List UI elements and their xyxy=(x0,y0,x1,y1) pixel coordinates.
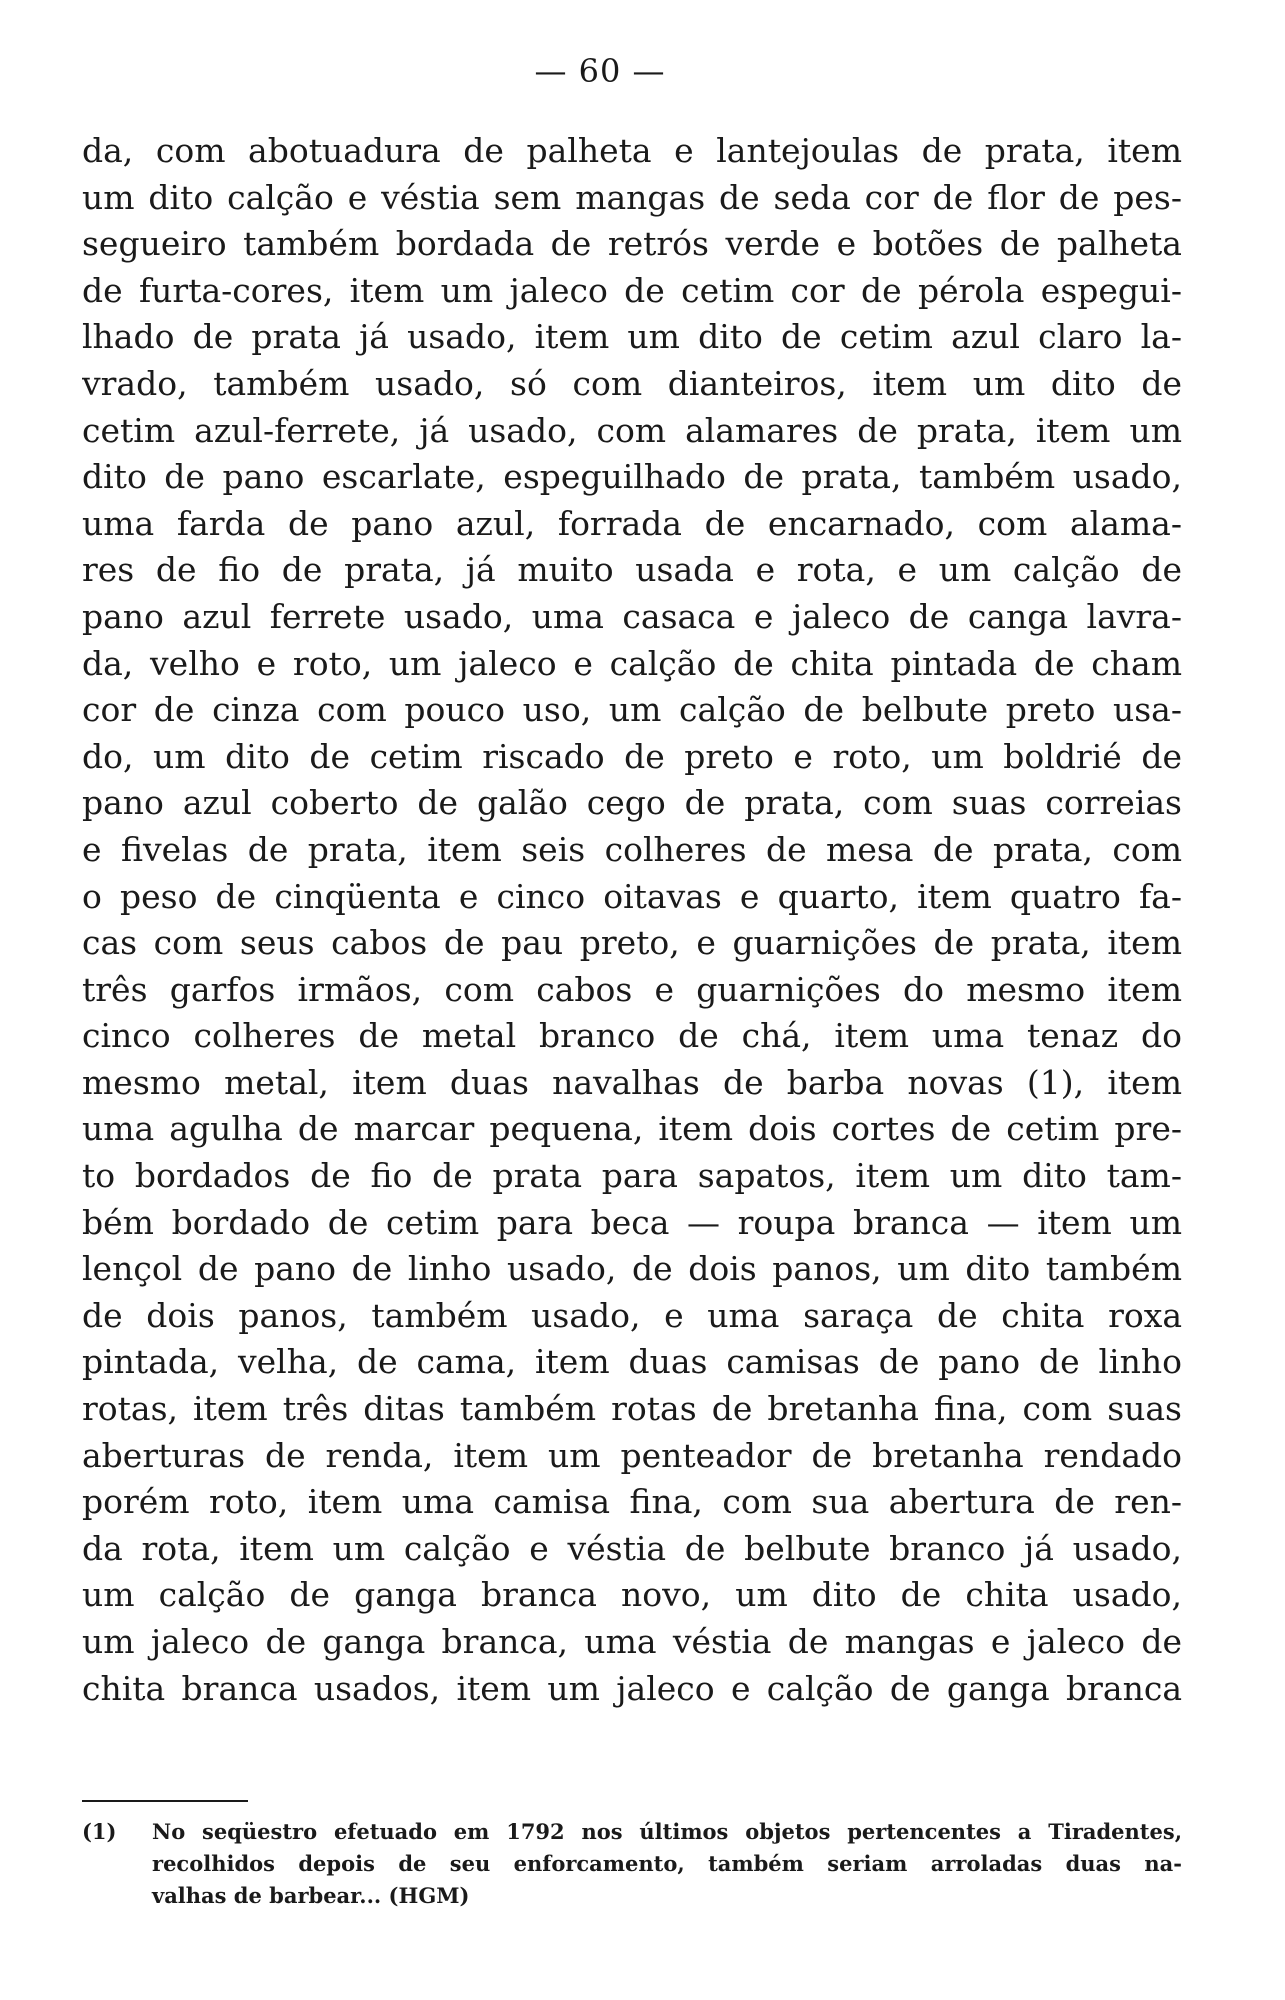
body-line: uma agulha de marcar pequena, item dois cortes de cetim pre- xyxy=(82,1109,1182,1149)
body-line: cetim azul-ferrete, já usado, com alamares de prata, item um xyxy=(82,410,1182,450)
footnote-line xyxy=(82,1848,1182,1880)
body-line: cinco colheres de metal branco de chá, item uma tenaz do xyxy=(82,1016,1182,1056)
footnote-line xyxy=(82,1880,1182,1912)
body-line: chita branca usados, item um jaleco e calção de ganga branca xyxy=(82,1668,1182,1708)
footnote-text: recolhidos depois de seu enforcamento, também seriam arroladas duas na- xyxy=(152,1851,1182,1876)
body-text xyxy=(82,128,1182,1712)
footnote-divider xyxy=(82,1800,248,1802)
footnote-marker: (1) xyxy=(82,1819,117,1844)
footnote-line xyxy=(82,1816,1182,1848)
body-line: rotas, item três ditas também rotas de bretanha fina, com suas xyxy=(82,1389,1182,1429)
body-line: segueiro também bordada de retrós verde e botões de palheta xyxy=(82,224,1182,264)
body-line: pano azul ferrete usado, uma casaca e jaleco de canga lavra- xyxy=(82,596,1182,636)
footnote xyxy=(82,1816,1182,1912)
body-line: três garfos irmãos, com cabos e guarnições do mesmo item xyxy=(82,969,1182,1009)
body-line: e fivelas de prata, item seis colheres de mesa de prata, com xyxy=(82,829,1182,869)
body-line: pano azul coberto de galão cego de prata, com suas correias xyxy=(82,783,1182,823)
body-line: um dito calção e véstia sem mangas de seda cor de flor de pes- xyxy=(82,177,1182,217)
body-line: lençol de pano de linho usado, de dois panos, um dito também xyxy=(82,1249,1182,1289)
body-line: o peso de cinqüenta e cinco oitavas e quarto, item quatro fa- xyxy=(82,876,1182,916)
body-line: cas com seus cabos de pau preto, e guarnições de prata, item xyxy=(82,923,1182,963)
body-line: cor de cinza com pouco uso, um calção de belbute preto usa- xyxy=(82,690,1182,730)
body-line: lhado de prata já usado, item um dito de cetim azul claro la- xyxy=(82,317,1182,357)
body-line: bém bordado de cetim para beca — roupa branca — item um xyxy=(82,1202,1182,1242)
body-line: da rota, item um calção e véstia de belbute branco já usado, xyxy=(82,1528,1182,1568)
body-line: mesmo metal, item duas navalhas de barba novas (1), item xyxy=(82,1062,1182,1102)
body-line: uma farda de pano azul, forrada de encarnado, com alama- xyxy=(82,503,1182,543)
body-line: um jaleco de ganga branca, uma véstia de mangas e jaleco de xyxy=(82,1622,1182,1661)
body-line: do, um dito de cetim riscado de preto e roto, um boldrié de xyxy=(82,736,1182,776)
body-line: um calção de ganga branca novo, um dito de chita usado, xyxy=(82,1575,1182,1615)
body-line: porém roto, item uma camisa fina, com sua abertura de ren- xyxy=(82,1482,1182,1522)
page-number: — 60 — xyxy=(534,52,666,90)
footnote-text: No seqüestro efetuado em 1792 nos últimos objetos pertencentes a Tiradentes, xyxy=(152,1819,1182,1844)
body-line: aberturas de renda, item um penteador de bretanha rendado xyxy=(82,1435,1182,1475)
body-line: de dois panos, também usado, e uma saraça de chita roxa xyxy=(82,1295,1182,1335)
body-line: da, velho e roto, um jaleco e calção de chita pintada de cham xyxy=(82,643,1182,683)
body-line: pintada, velha, de cama, item duas camisas de pano de linho xyxy=(82,1342,1182,1382)
body-line: da, com abotuadura de palheta e lantejoulas de prata, item xyxy=(82,131,1182,170)
body-line: res de fio de prata, já muito usada e rota, e um calção de xyxy=(82,550,1182,590)
body-line: dito de pano escarlate, espeguilhado de prata, também usado, xyxy=(82,457,1182,497)
body-line: de furta-cores, item um jaleco de cetim cor de pérola espegui- xyxy=(82,270,1182,310)
footnote-text: valhas de barbear... (HGM) xyxy=(152,1883,470,1908)
body-line: vrado, também usado, só com dianteiros, item um dito de xyxy=(82,363,1182,403)
body-line: to bordados de fio de prata para sapatos, item um dito tam- xyxy=(82,1156,1182,1196)
